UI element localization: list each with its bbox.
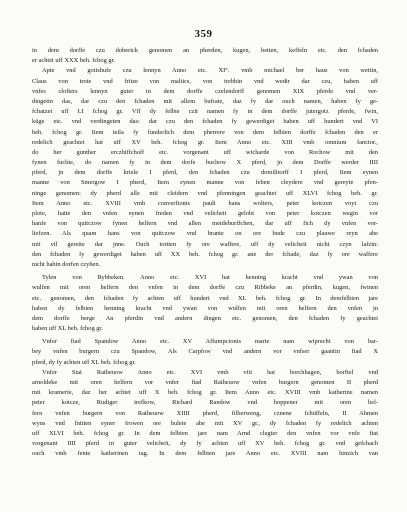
text-line: redelich geachtet hat uff XV beh. fchog gr. Item Anno etc. XIII vmb omnium fanctor., <box>32 138 378 146</box>
text-line: manne von Smergow I pherd, Item eynen manne von feben cleydere vnd gereyte pfen- <box>32 179 378 187</box>
text-body <box>32 46 378 460</box>
text-line: wyns vnd fnitten eyner frowen ore bulete abe mit XV gr., dy fchaden fy redelich achten <box>32 419 378 427</box>
text-line: dem dorffe berge An pferdin vnd andern dingen etc. genomen, den fchaden fy geachtet <box>32 314 378 322</box>
text-line: ouch vmb fente katherinen tag. In dem felbien jare Anno etc. XVIII nam hinzich van <box>32 450 378 458</box>
text-line: fchatzet uff LI fchog gr. Vff dy felbie czit namen fy in dem dorffe jutergotz pferde, fwin, <box>32 108 378 116</box>
text-line: Item Anno etc. XVIII vmb converfionis pauli hans wolters, peter kotczen voyt czu <box>32 199 378 207</box>
text-line: er achtet uff XXX beh. fchog gr. <box>32 57 115 65</box>
text-line: mit vil gerette dar jnne. Ouch tortten fy ore waffere, uff dy velicheit nicht czyn lafzin: <box>32 240 378 248</box>
text-line: peter kotcze, Rudiger trefkow, Richard Randow vnd hoppener mit oren hel- <box>32 399 378 407</box>
text-line: vnfes clofters lennyn guter in dem dorffe czelendorff genomen XIX pferde vnd ver- <box>32 87 378 95</box>
text-line: Vnfer Stat Ratheuow Anno etc. XVI vmb viti hat borchhagen, borftel vnd <box>42 368 378 376</box>
text-line: in dem dorffe czu doberick genomen an pherden, kugen, betten, keffeln etc. den fchaden <box>32 47 378 54</box>
text-line: nicht habin dorfen czyhen. <box>32 260 101 268</box>
text-line: hanfe von quitczow fynen helfern vnd allen meideburffchen, dar uff fich dy vnfen vor- <box>32 220 378 228</box>
text-line: arnoldeke mit oren helfern vor vnfer ftad Ratheuow vnfen burgern genomen II pherd <box>32 379 378 386</box>
text-line: vorgenant IIII pferd in guter velicheit, dy fy achten uff XV beh. fchog gr. vnd gefchach <box>32 440 378 448</box>
text-line: Claus von trote vnd fritze von maltics, von trebbin vnd wedir dar czu, haben uff <box>32 77 378 85</box>
text-line: wulfen mit oren helfern den vnfen in dem dorffe czu Ribbeke an pferdin, kugen, fwinen <box>32 284 378 292</box>
text-line: haben uff XL beh. fchog gr. <box>32 325 103 333</box>
text-line: fern vnfen burgern von Ratheuow XIIII pherd, filberweng, cznene fchüffeln, II Ahmen <box>32 409 378 417</box>
text-line: etc. genomen, den fchaden fy achten uff hundert vnd XL beh. fchog gr. In demfelbien jare <box>32 294 378 302</box>
text-line: Vnfer ftad Spandow Anno etc. XV Affumpcionis marie nam wiprecht von bar- <box>42 338 378 346</box>
text-line: Tylen von Rybbeken. Anno etc. XVI hat henning kracht vnd ywan von <box>42 274 378 282</box>
text-line: liefzen. Als quam hans von quitczow vnd brante on ore bude czu plauwe reyn abe <box>32 230 378 238</box>
text-line: pferd, jn dem dorffe kriele I pferd, den fchaden czu domilitorff I pferd, Item eynen <box>32 169 378 177</box>
text-line: ninge genomen: dy pherd alle mit cleidern vnd pfenningen geachtet uff XLVI fchog beh. gr. <box>32 189 378 197</box>
text-line: uff XLVI beh. fchog gr. In dem felbien jare nam Arnd clegter den vnfen vor vnfe ftat <box>32 429 378 437</box>
text-line: pferd, dy fy achten uff XL beh. fchog gr. <box>32 358 136 366</box>
text-line: fynen fuchte, do namen fy in dem dorfe buchow X pferd, jn dem Dorffe werder IIII <box>32 159 378 167</box>
text-line: Apte vnd gotishufe czu lennyn Anno etc. XI°. vmb michael ber haus von wettin, <box>42 67 378 75</box>
text-line: bey vnfen burgern czu Spandow, Als Carpfow vnd andern vor vnfser gaantin ftad X <box>32 348 378 356</box>
text-line: küge etc. vnd verdingeten das: dar czu den fchaden fy gewerdiget haben uff hundert vnd VI <box>32 118 378 126</box>
text-line: haben dy felbien henning kracht vnd ywan von wulfen mit oren helfern den vnfen jn <box>32 304 378 312</box>
text-line: dingetin das, dar czu den fchaden mit allem bufrate, daz fy dar ouch namen, haben fy ge- <box>32 97 378 105</box>
text-line: mit kramerie, daz her achtet uff X beh. fchog gr. Item Anno etc. XVIII vmb katherine namen <box>32 389 378 397</box>
text-line: beh. fchog gr. Item teila fy funderlich dem pherrere von dem felbien dorffe fchaden den er <box>32 128 378 136</box>
page-number: 359 <box>194 28 213 40</box>
text-line: do her gunther erczbiffchoff etc. vorgenant uff wicharde von Rochow mit den <box>32 148 378 156</box>
text-line: plote, hatte den vnfen eynen freden vnd velicheit gelobt von peter kotczen wegin vor <box>32 210 378 217</box>
text-line: den fchaden fy gewerdiget haben uff XX beh. fchog gr. ane der fchade, daz fy ore waffere <box>32 250 378 258</box>
